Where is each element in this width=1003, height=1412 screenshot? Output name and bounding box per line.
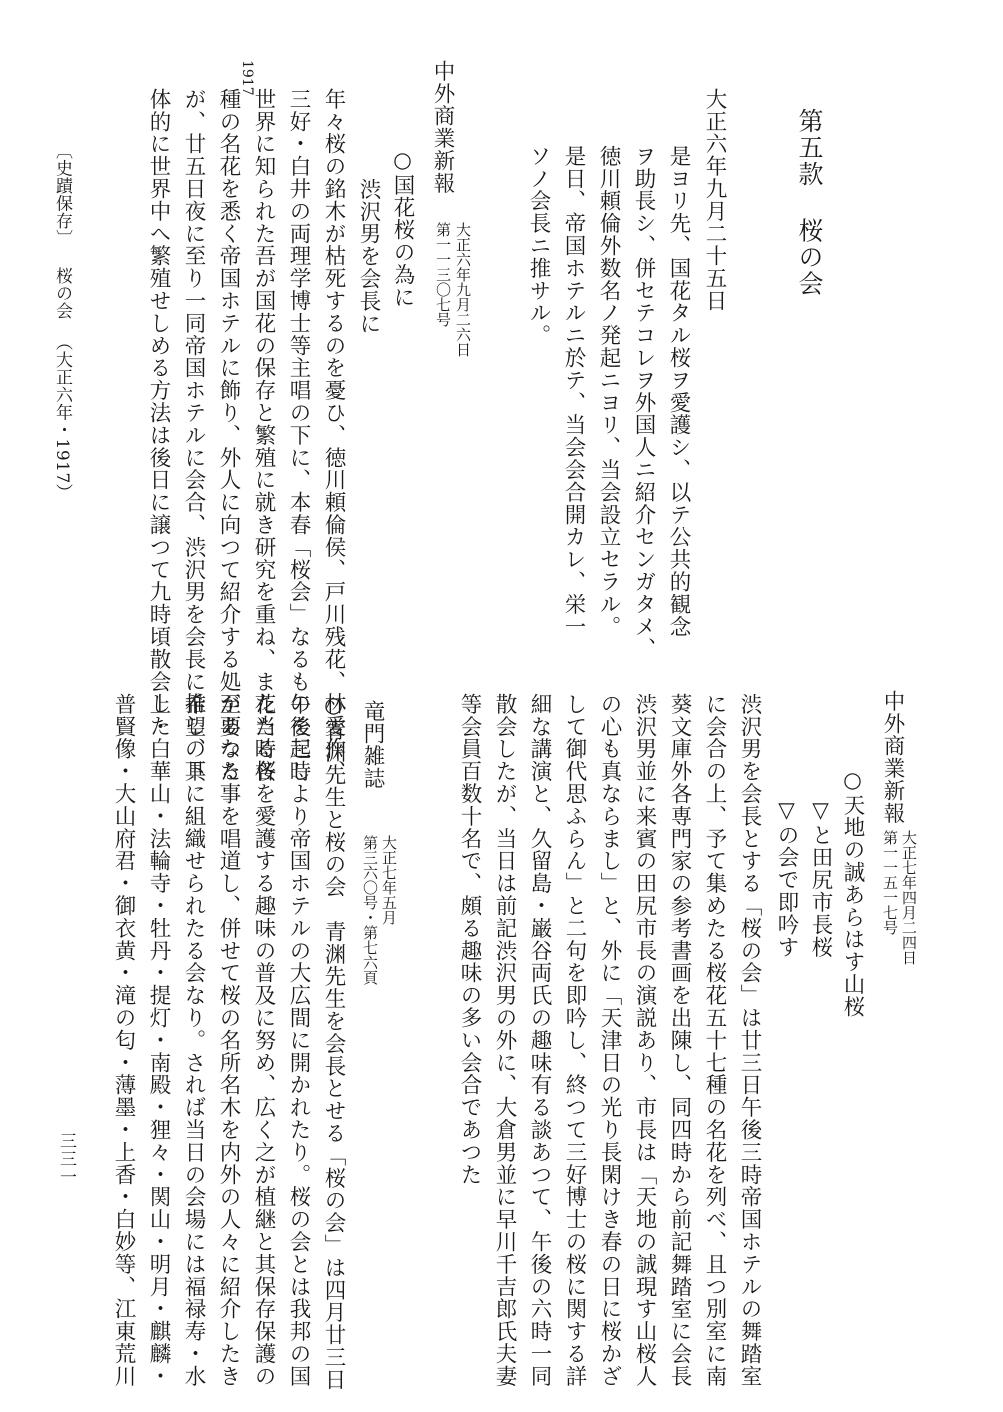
intro-line: 是日、帝国ホテルニ於テ、当会会合開カレ、栄一: [561, 145, 586, 638]
article1-heading: ○国花桜の為に: [390, 148, 415, 309]
article3-line: ○青渊先生と桜の会 青渊先生を会長とせる「桜の会」は四月廿三日: [321, 693, 346, 1391]
article1-line: 三好・白井の両理学博士等主唱の下に、本春「桜会」なるものを起し: [286, 88, 311, 783]
article2-line: 等会員百数十名で、頗る趣味の多い会合であつた: [457, 693, 482, 1186]
intro-date: 大正六年九月二十五日: [702, 88, 727, 312]
article1-issue-no: 第一一三〇七号: [434, 222, 452, 327]
intro-line: 是ヨリ先、国花タル桜ヲ愛護シ、以テ公共的観念: [666, 145, 691, 638]
article3-line: 希望の下に組織せられたる会なり。されば当日の会場には福禄寿・水: [181, 693, 206, 1388]
article2-line: 渋沢男を会長とする「桜の会」は廿三日午後三時帝国ホテルの舞踏室: [737, 693, 762, 1388]
section-title: 第五款 桜の会: [795, 108, 824, 297]
article1-source: 中外商業新報: [430, 60, 455, 195]
article3-issue-no: 第三六〇号・第七六頁: [361, 835, 379, 985]
footer-era: （大正六年・: [52, 333, 72, 439]
article3-issue-date: 大正七年五月: [380, 835, 398, 925]
page-number: 三三一: [56, 1132, 76, 1186]
footer-era-close: ）: [52, 483, 72, 502]
year-note: 1917: [239, 60, 255, 96]
article2-line: して御代思ふらん」と二句を即吟し、終つて三好博士の桜に関する詳: [562, 693, 587, 1388]
article2-line: 散会したが、当日は前記渋沢男の外に、大倉男並に早川千吉郎氏夫妻: [492, 693, 517, 1388]
article3-line: 午後三時より帝国ホテルの大広間に開かれたり。桜の会とは我邦の国: [286, 693, 311, 1388]
footer-running-title: 桜の会: [52, 267, 72, 320]
article1-line: 年々桜の銘木が枯死するのを憂ひ、徳川頼倫侯、戸川残花、林愛作、: [321, 88, 346, 783]
article3-line: 普賢像・大山府君・御衣黄・滝の匂・薄墨・上香・白妙等、江東荒川: [111, 693, 136, 1388]
article2-line: 渋沢男並に来賓の田尻市長の演説あり、市長は「天地の誠現す山桜人: [632, 693, 657, 1388]
article3-source: 竜門雑誌: [360, 700, 385, 790]
article1-subheading: 渋沢男を会長に: [356, 178, 381, 335]
article2-source: 中外商業新報: [880, 690, 905, 825]
article2-heading: ○天地の誠あらはす山桜: [840, 768, 865, 1018]
article2-line: 細な講演と、久留島・巌谷両氏の趣味有る談あつて、午後の六時一同: [527, 693, 552, 1388]
article2-line: に会合の上、予て集めたる桜花五十七種の名花を列べ、且つ別室に南: [702, 693, 727, 1388]
article2-sub1: ▽と田尻市長桜: [808, 798, 833, 959]
article1-line: が、廿五日夜に至り一同帝国ホテルに会合、渋沢男を会長に推し、具: [181, 88, 206, 783]
article1-issue-date: 大正六年九月二六日: [454, 222, 472, 357]
footer-year: 1917: [52, 438, 72, 484]
article2-line: 葵文庫外各専門家の参考書画を出陳し、同四時から前記舞踏室に会長: [667, 693, 692, 1388]
running-footer: [50, 142, 75, 501]
footer-series: 〔史蹟保存〕: [52, 142, 72, 247]
intro-line: ソノ会長ニ推サル。: [526, 145, 551, 347]
article1-line: 種の名花を悉く帝国ホテルに飾り、外人に向つて紹介する処があつた: [216, 88, 241, 783]
intro-line: 徳川頼倫外数名ノ発起ニヨリ、当会設立セラル。: [596, 145, 621, 638]
article2-sub2: ▽の会で即吟す: [774, 798, 799, 959]
intro-line: ヲ助長シ、併セテコレヲ外国人ニ紹介センガタメ、: [631, 145, 656, 661]
article3-line: 上・白華山・法輪寺・牡丹・提灯・南殿・狸々・関山・明月・麒麟・: [146, 693, 171, 1388]
article1-line: 体的に世界中へ繁殖せしめる方法は後日に譲つて九時頃散会した: [146, 88, 171, 738]
article2-issue-no: 第一一五一七号: [881, 830, 899, 935]
article3-line: 花たる桜を愛護する趣味の普及に努め、広く之が植継と其保存保護の: [251, 693, 276, 1388]
article2-line: の心も真ならまし」と、外に「天津日の光り長閑けき春の日に桜かざ: [597, 693, 622, 1388]
article2-issue-date: 大正七年四月二四日: [900, 830, 918, 965]
article1-line: 世界に知られた吾が国花の保存と繁殖に就き研究を重ね、また当時各: [251, 88, 276, 783]
article3-line: 至要なる事を唱道し、併せて桜の名所名木を内外の人々に紹介したき: [216, 693, 241, 1388]
